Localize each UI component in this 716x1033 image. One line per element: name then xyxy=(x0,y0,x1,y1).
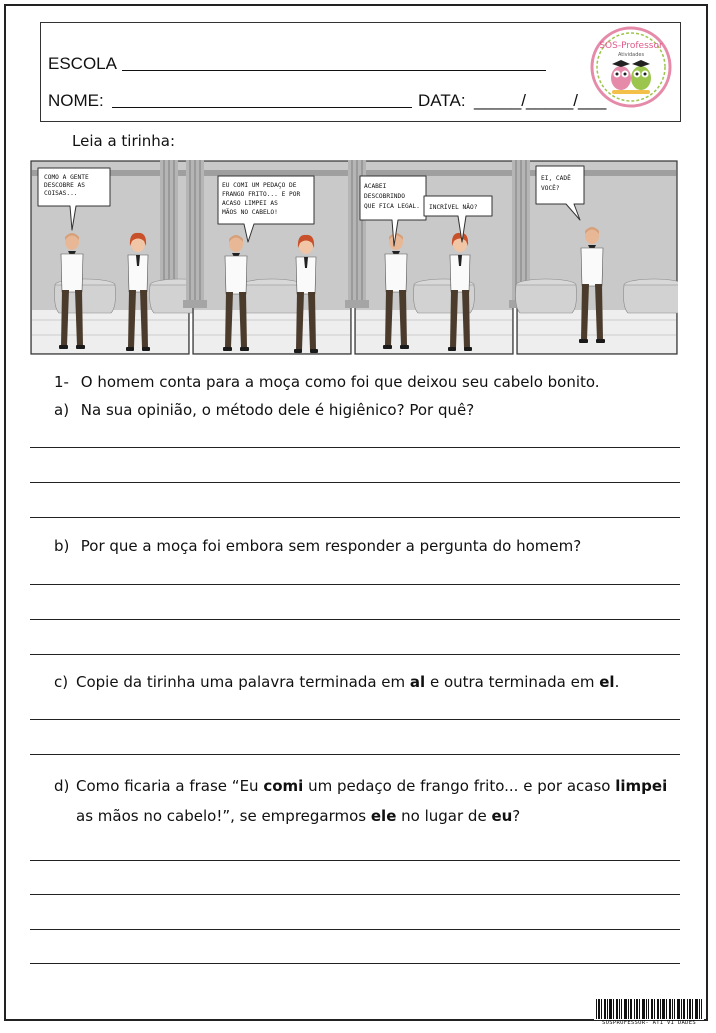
question-1-number: 1- xyxy=(54,373,69,391)
question-1-text: O homem conta para a moça como foi que deixou seu cabelo bonito. xyxy=(80,373,600,391)
panel4-line-2: VOCÊ? xyxy=(541,185,560,192)
panel1-line-1: COMO A GENTE xyxy=(44,174,89,181)
logo-text: SOS-Professor xyxy=(599,41,663,51)
barcode-text: SOSPROFESSOR- ATI VI DADES xyxy=(602,1020,696,1026)
question-b-letter: b) xyxy=(54,537,70,555)
panel3-line-3: QUE FICA LEGAL. xyxy=(364,203,420,210)
question-a xyxy=(54,400,474,420)
panel2-line-4: MÃOS NO CABELO! xyxy=(222,209,278,216)
panel3-line-1: ACABEI xyxy=(364,183,387,190)
question-d-text-3: as mãos no cabelo!”, se empregarmos xyxy=(76,807,371,825)
question-d-letter: d) xyxy=(54,777,70,795)
question-c-text: Copie da tirinha uma palavra terminada em xyxy=(76,673,410,691)
nome-label: NOME: xyxy=(48,91,104,110)
intro-text: Leia a tirinha: xyxy=(72,132,176,150)
question-d xyxy=(54,776,667,796)
answer-line[interactable] xyxy=(30,963,680,964)
data-label: DATA: xyxy=(418,91,466,110)
panel1-line-3: COISAS... xyxy=(44,190,78,197)
answer-line[interactable] xyxy=(30,654,680,655)
page-border xyxy=(4,4,708,1021)
answer-line[interactable] xyxy=(30,584,680,585)
comic-panel-4 xyxy=(509,160,678,354)
panel3-line-4: INCRÍVEL NÃO? xyxy=(429,204,478,211)
answer-line[interactable] xyxy=(30,619,680,620)
answer-line[interactable] xyxy=(30,860,680,861)
question-b xyxy=(54,536,581,556)
question-d-bold-eu: eu xyxy=(491,807,513,825)
question-c-text-2: e outra terminada em xyxy=(425,673,600,691)
question-d-bold-limpei: limpei xyxy=(615,777,668,795)
panel2-line-2: FRANGO FRITO... E POR xyxy=(222,191,301,198)
answer-line[interactable] xyxy=(30,719,680,720)
question-d-text: Como ficaria a frase “Eu xyxy=(76,777,264,795)
question-d-bold-ele: ele xyxy=(370,807,397,825)
panel1-line-2: DESCOBRE AS xyxy=(44,182,85,189)
barcode xyxy=(594,998,704,1020)
logo-subtext: Atividades xyxy=(617,52,645,58)
question-c-letter: c) xyxy=(54,673,69,691)
date-field[interactable]: _____/_____/___ xyxy=(474,91,607,110)
answer-line[interactable] xyxy=(30,447,680,448)
panel3-line-2: DESCOBRINDO xyxy=(364,193,405,200)
question-d-line-2 xyxy=(76,806,520,826)
comic-panel-3 xyxy=(345,160,513,354)
answer-line[interactable] xyxy=(30,482,680,483)
answer-line[interactable] xyxy=(30,929,680,930)
answer-line[interactable] xyxy=(30,517,680,518)
answer-line[interactable] xyxy=(30,754,680,755)
question-a-letter: a) xyxy=(54,401,70,419)
question-d-text-2: um pedaço de frango frito... e por acaso xyxy=(303,777,616,795)
question-c-bold-al: al xyxy=(409,673,426,691)
question-c-bold-el: el xyxy=(599,673,615,691)
question-c-text-3: . xyxy=(614,673,620,691)
comic-panel-1 xyxy=(31,160,211,354)
panel2-line-3: ACASO LIMPEI AS xyxy=(222,200,278,207)
question-c xyxy=(54,672,619,692)
escola-field[interactable] xyxy=(122,70,546,71)
question-a-text: Na sua opinião, o método dele é higiênico? Por quê? xyxy=(80,401,475,419)
answer-line[interactable] xyxy=(30,894,680,895)
question-d-text-5: ? xyxy=(512,807,521,825)
question-d-text-4: no lugar de xyxy=(396,807,492,825)
question-b-text: Por que a moça foi embora sem responder a pergunta do homem? xyxy=(80,537,582,555)
escola-label: ESCOLA xyxy=(48,54,117,73)
comic-panel-2 xyxy=(183,160,351,354)
sos-professor-logo xyxy=(590,26,672,108)
panel4-line-1: EI, CADÊ xyxy=(541,175,571,182)
comic-strip xyxy=(30,160,678,356)
question-1 xyxy=(54,372,600,392)
panel2-line-1: EU COMI UM PEDAÇO DE xyxy=(222,182,297,189)
nome-field[interactable] xyxy=(112,107,412,108)
question-d-bold-comi: comi xyxy=(263,777,304,795)
